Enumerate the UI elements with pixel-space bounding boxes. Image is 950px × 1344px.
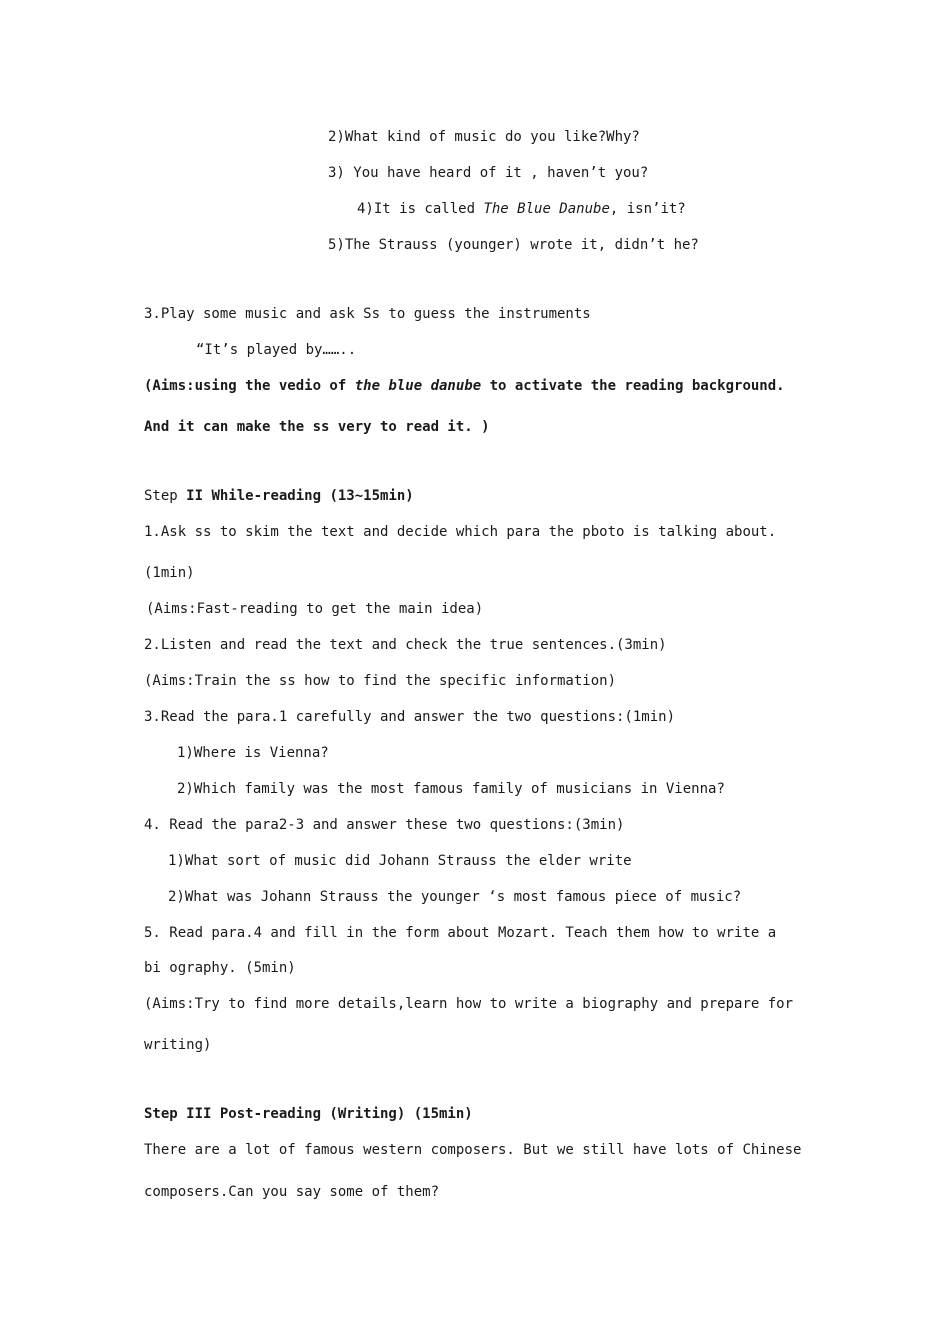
aims-song-title: the blue danube (354, 378, 482, 394)
step-2-item-4: 4. Read the para2-3 and answer these two questions:(3min) (144, 817, 625, 833)
step-2-item-2: 2.Listen and read the text and check the true sentences.(3min) (144, 637, 667, 653)
step-2-item-4-question-1: 1)What sort of music did Johann Strauss the elder write (168, 853, 632, 869)
q4-suffix: , isn’it? (609, 201, 686, 217)
aims-suffix: to activate the reading background. (481, 378, 785, 394)
step-2-heading-plain: Step (144, 488, 187, 504)
warmup-question-5: 5)The Strauss (younger) wrote it, didn’t he? (328, 237, 699, 253)
q4-prefix: 4)It is called (357, 201, 484, 217)
step-3-paragraph-line-2: composers.Can you say some of them? (144, 1184, 440, 1200)
warmup-question-4 (357, 200, 686, 218)
activity-3-title: 3.Play some music and ask Ss to guess the instruments (144, 306, 591, 322)
step-2-item-5: 5. Read para.4 and fill in the form about Mozart. Teach them how to write a (144, 925, 777, 941)
step-3-paragraph-line-1: There are a lot of famous western composers. But we still have lots of Chinese (144, 1142, 802, 1158)
q4-song-title: The Blue Danube (483, 201, 610, 217)
step-2-item-1: 1.Ask ss to skim the text and decide which para the pboto is talking about. (144, 524, 777, 540)
step-2-item-2-aims: (Aims:Train the ss how to find the specific information) (144, 673, 617, 689)
step-2-heading (144, 487, 414, 505)
step-2-item-1-aims: (Aims:Fast-reading to get the main idea) (146, 601, 484, 617)
step-2-item-3-question-2: 2)Which family was the most famous family of musicians in Vienna? (177, 781, 725, 797)
step-2-item-4-question-2: 2)What was Johann Strauss the younger ‘s most famous piece of music? (168, 889, 742, 905)
step-2-item-1-time: (1min) (144, 565, 195, 581)
step-3-heading: Step III Post-reading (Writing) (15min) (144, 1106, 473, 1122)
step-2-item-3-question-1: 1)Where is Vienna? (177, 745, 329, 761)
activity-3-aims (144, 377, 785, 395)
step-2-item-5-aims-continued: writing) (144, 1037, 212, 1053)
step-2-item-5-aims: (Aims:Try to find more details,learn how to write a biography and prepare for (144, 996, 794, 1012)
activity-3-quote: “It’s played by…….. (196, 342, 357, 358)
step-2-item-5-continued: bi ography. (5min) (144, 960, 296, 976)
aims-prefix: (Aims:using the vedio of (144, 378, 355, 394)
warmup-question-3: 3) You have heard of it , haven’t you? (328, 165, 649, 181)
warmup-question-2: 2)What kind of music do you like?Why? (328, 129, 640, 145)
activity-3-aims-continued: And it can make the ss very to read it. ) (144, 419, 490, 435)
step-2-item-3: 3.Read the para.1 carefully and answer the two questions:(1min) (144, 709, 676, 725)
step-2-heading-bold: II While-reading (13~15min) (186, 488, 414, 504)
